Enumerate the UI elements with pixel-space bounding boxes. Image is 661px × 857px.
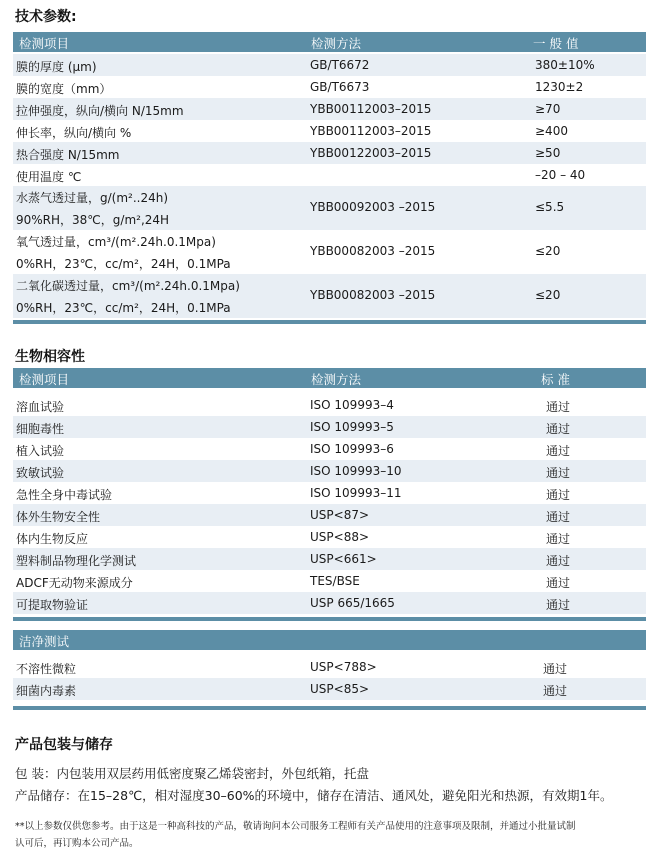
row-method: GB/T6673 bbox=[310, 80, 370, 94]
row-value: 通过 bbox=[546, 576, 571, 590]
row-value: 通过 bbox=[546, 422, 571, 436]
row-method: ISO 109993–4 bbox=[310, 398, 394, 412]
row-item: 伸长率，纵向/横向 % bbox=[16, 126, 132, 140]
row-value: –20 – 40 bbox=[535, 168, 586, 182]
row-item: 膜的厚度 (μm) bbox=[16, 60, 97, 74]
row-method: YBB00092003 –2015 bbox=[310, 200, 436, 214]
tech-table-bottom-rule bbox=[13, 320, 646, 324]
row-item: 塑料制品物理化学测试 bbox=[16, 554, 137, 568]
bio-table-header bbox=[13, 368, 646, 388]
row-value: 1230±2 bbox=[535, 80, 584, 94]
clean-table-bottom-rule bbox=[13, 706, 646, 710]
row-value: 通过 bbox=[543, 684, 568, 698]
table-row bbox=[13, 460, 646, 482]
table-row bbox=[13, 678, 646, 700]
clean-section-title: 洁净测试 bbox=[19, 634, 70, 649]
row-item: 水蒸气透过量，g/(m²..24h) bbox=[16, 191, 169, 205]
row-method: YBB00112003–2015 bbox=[310, 102, 432, 116]
row-item: 致敏试验 bbox=[16, 466, 65, 480]
row-item-condition: 0%RH，23℃，cc/m²，24H，0.1MPa bbox=[16, 301, 231, 315]
table-row bbox=[13, 230, 646, 274]
packaging-label: 包 装： bbox=[15, 766, 57, 781]
tech-table-header bbox=[13, 32, 646, 52]
row-item: 体内生物反应 bbox=[16, 532, 89, 546]
row-method: USP<88> bbox=[310, 530, 370, 544]
row-item: 不溶性微粒 bbox=[16, 662, 77, 676]
row-method: ISO 109993–6 bbox=[310, 442, 394, 456]
table-row bbox=[13, 164, 646, 186]
row-method: ISO 109993–11 bbox=[310, 486, 402, 500]
bio-header-method: 检测方法 bbox=[311, 372, 362, 387]
bio-header-item: 检测项目 bbox=[19, 372, 70, 387]
row-value: 通过 bbox=[543, 662, 568, 676]
row-item: 二氧化碳透过量，cm³/(m².24h.0.1Mpa) bbox=[16, 279, 240, 293]
row-item: 膜的宽度（mm） bbox=[16, 82, 112, 96]
clean-table-header bbox=[13, 630, 646, 650]
bio-section-title: 生物相容性 bbox=[15, 349, 85, 365]
row-value: 通过 bbox=[546, 488, 571, 502]
tech-header-item: 检测项目 bbox=[19, 36, 70, 51]
row-value: 通过 bbox=[546, 510, 571, 524]
row-method: TES/BSE bbox=[310, 574, 360, 588]
row-item: 氧气透过量，cm³/(m².24h.0.1Mpa) bbox=[16, 235, 216, 249]
row-method: USP 665/1665 bbox=[310, 596, 395, 610]
disclaimer-line-2: 认可后，再订购本公司产品。 bbox=[15, 838, 139, 849]
row-method: YBB00122003–2015 bbox=[310, 146, 432, 160]
tech-table bbox=[13, 54, 646, 318]
packaging-section-title: 产品包装与储存 bbox=[15, 737, 113, 753]
table-row bbox=[13, 120, 646, 142]
row-method: GB/T6672 bbox=[310, 58, 370, 72]
bio-table-bottom-rule bbox=[13, 617, 646, 621]
row-item: 细胞毒性 bbox=[16, 422, 65, 436]
row-item: 植入试验 bbox=[16, 444, 65, 458]
row-value: ≥50 bbox=[535, 146, 561, 160]
row-value: 通过 bbox=[546, 554, 571, 568]
row-item: ADCF无动物来源成分 bbox=[16, 576, 133, 590]
table-row bbox=[13, 98, 646, 120]
row-method: USP<788> bbox=[310, 660, 377, 674]
row-value: 通过 bbox=[546, 598, 571, 612]
table-row bbox=[13, 592, 646, 614]
storage-label: 产品储存： bbox=[15, 788, 78, 803]
row-item: 使用温度 ℃ bbox=[16, 170, 82, 184]
row-item: 可提取物验证 bbox=[16, 598, 89, 612]
row-value: 通过 bbox=[546, 466, 571, 480]
table-row bbox=[13, 656, 646, 678]
row-method: ISO 109993–5 bbox=[310, 420, 394, 434]
row-item: 拉伸强度，纵向/横向 N/15mm bbox=[16, 104, 184, 118]
disclaimer-line-1: **以上参数仅供您参考。由于这是一种高科技的产品，敬请询问本公司服务工程师有关产品使用的注意事项及限制，并通过小批量试制 bbox=[15, 821, 576, 832]
row-method: USP<85> bbox=[310, 682, 370, 696]
table-row bbox=[13, 504, 646, 526]
row-value: ≤20 bbox=[535, 244, 561, 258]
table-row bbox=[13, 76, 646, 98]
row-item: 细菌内毒素 bbox=[16, 684, 77, 698]
row-item: 急性全身中毒试验 bbox=[16, 488, 113, 502]
table-row bbox=[13, 416, 646, 438]
table-row bbox=[13, 526, 646, 548]
row-method: YBB00112003–2015 bbox=[310, 124, 432, 138]
table-row bbox=[13, 142, 646, 164]
row-value: ≤5.5 bbox=[535, 200, 565, 214]
storage-text: 在15–28℃，相对湿度30–60%的环境中，储存在清洁、通风处，避免阳光和热源，有效期1年。 bbox=[77, 788, 613, 803]
table-row bbox=[13, 482, 646, 504]
table-row bbox=[13, 548, 646, 570]
storage-line bbox=[15, 786, 613, 804]
row-method: YBB00082003 –2015 bbox=[310, 288, 436, 302]
bio-header-standard: 标 准 bbox=[541, 372, 570, 387]
row-value: 通过 bbox=[546, 532, 571, 546]
bio-table bbox=[13, 394, 646, 614]
table-row bbox=[13, 274, 646, 318]
table-row bbox=[13, 186, 646, 230]
tech-section-title: 技术参数: bbox=[15, 9, 77, 25]
row-value: 通过 bbox=[546, 444, 571, 458]
row-item-condition: 90%RH，38℃，g/m²,24H bbox=[16, 213, 170, 227]
row-method: ISO 109993–10 bbox=[310, 464, 402, 478]
row-value: 380±10% bbox=[535, 58, 595, 72]
row-item-condition: 0%RH，23℃，cc/m²，24H，0.1MPa bbox=[16, 257, 231, 271]
table-row bbox=[13, 54, 646, 76]
row-value: ≤20 bbox=[535, 288, 561, 302]
table-row bbox=[13, 438, 646, 460]
row-item: 热合强度 N/15mm bbox=[16, 148, 120, 162]
row-method: USP<661> bbox=[310, 552, 377, 566]
row-item: 溶血试验 bbox=[16, 400, 65, 414]
row-value: ≥400 bbox=[535, 124, 568, 138]
table-row bbox=[13, 570, 646, 592]
tech-header-value: 一 般 值 bbox=[533, 36, 579, 51]
table-row bbox=[13, 394, 646, 416]
row-value: 通过 bbox=[546, 400, 571, 414]
tech-header-method: 检测方法 bbox=[311, 36, 362, 51]
row-value: ≥70 bbox=[535, 102, 561, 116]
packaging-line bbox=[15, 764, 369, 782]
packaging-text: 内包装用双层药用低密度聚乙烯袋密封，外包纸箱，托盘 bbox=[56, 766, 369, 781]
row-method: YBB00082003 –2015 bbox=[310, 244, 436, 258]
row-method: USP<87> bbox=[310, 508, 370, 522]
row-item: 体外生物安全性 bbox=[16, 510, 101, 524]
clean-table bbox=[13, 656, 646, 700]
